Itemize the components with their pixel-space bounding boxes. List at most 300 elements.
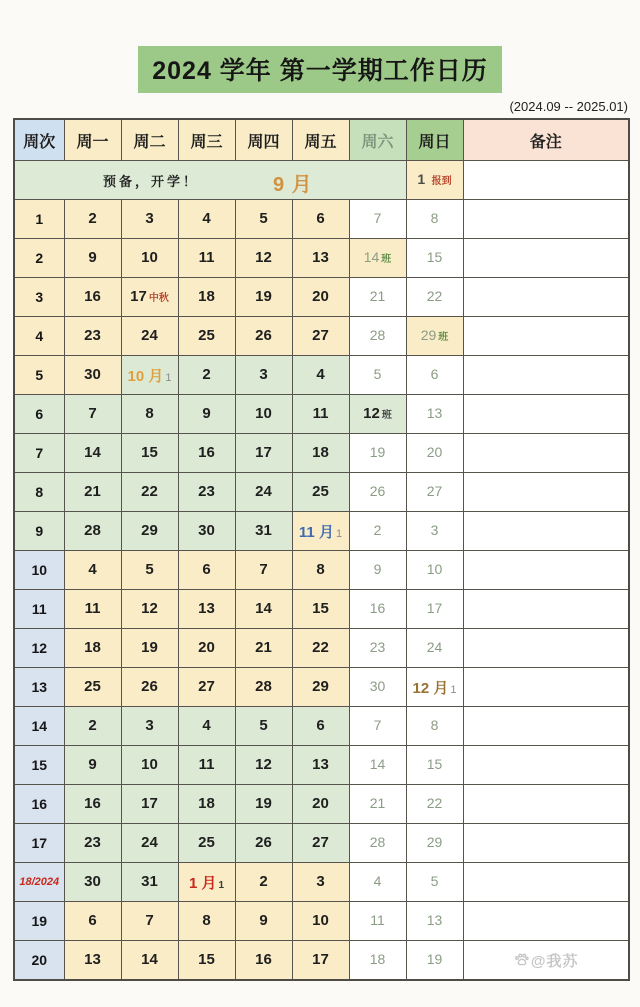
day-number: 7 (259, 561, 268, 578)
day-cell (406, 512, 463, 551)
header-sunday: 周日 (406, 119, 463, 161)
day-number: 5 (430, 873, 439, 889)
day-cell (64, 278, 121, 317)
week-row (14, 512, 629, 551)
day-cell (64, 551, 121, 590)
day-cell (178, 941, 235, 981)
day-cell (121, 551, 178, 590)
day-cell (235, 863, 292, 902)
day-note: 班 (381, 254, 392, 265)
page-title: 2024 学年 第一学期工作日历 (138, 46, 502, 93)
day-cell (349, 707, 406, 746)
week-number-cell: 7 (14, 434, 64, 473)
day-number: 6 (88, 912, 97, 929)
day-number: 21 (84, 483, 101, 500)
day-cell (121, 473, 178, 512)
day-number: 2 (259, 873, 268, 890)
day-cell (64, 629, 121, 668)
day-number: 4 (373, 873, 382, 889)
day-note: 1 (335, 527, 343, 540)
day-cell (292, 434, 349, 473)
day-cell (235, 278, 292, 317)
day-cell (406, 824, 463, 863)
day-number: 17 (312, 951, 329, 968)
week-number-cell: 19 (14, 902, 64, 941)
header-monday: 周一 (64, 119, 121, 161)
day-number: 24 (426, 639, 443, 655)
day-number: 8 (430, 210, 439, 226)
day-number: 22 (426, 795, 443, 811)
day-cell (292, 863, 349, 902)
day-number: 16 (255, 951, 272, 968)
day-number: 6 (430, 366, 439, 382)
day-cell (121, 512, 178, 551)
day-cell (406, 278, 463, 317)
day-number: 12 (363, 405, 380, 422)
day-cell (121, 356, 178, 395)
day-cell (121, 629, 178, 668)
day-cell (349, 668, 406, 707)
day-number: 14 (369, 756, 386, 772)
day-number: 3 (145, 717, 154, 734)
week-row (14, 356, 629, 395)
day-number: 27 (312, 834, 329, 851)
day-cell (406, 356, 463, 395)
day-cell (64, 785, 121, 824)
remark-cell (463, 746, 629, 785)
day-number: 6 (202, 561, 211, 578)
day-cell (121, 785, 178, 824)
remark-cell (463, 941, 629, 981)
day-cell (349, 785, 406, 824)
day-number: 24 (255, 483, 272, 500)
week-number-cell: 11 (14, 590, 64, 629)
day-number: 8 (145, 405, 154, 422)
day-cell (349, 590, 406, 629)
watermark-text: @我苏 (530, 952, 579, 970)
day-number: 2 (88, 717, 97, 734)
day-number: 20 (426, 444, 443, 460)
day-cell (292, 551, 349, 590)
day-number: 29 (420, 327, 437, 343)
remark-cell (463, 824, 629, 863)
day-number: 25 (84, 678, 101, 695)
day-number: 4 (316, 366, 325, 383)
day-number: 15 (198, 951, 215, 968)
day-number: 30 (84, 873, 101, 890)
day-cell (178, 707, 235, 746)
day-cell (178, 473, 235, 512)
day-number: 5 (145, 561, 154, 578)
day-number: 4 (202, 210, 211, 227)
day-number: 27 (198, 678, 215, 695)
week-number-cell: 1 (14, 200, 64, 239)
day-cell (406, 200, 463, 239)
day-cell (121, 707, 178, 746)
remark-cell (463, 200, 629, 239)
day-cell (349, 473, 406, 512)
remark-cell (463, 239, 629, 278)
day-number: 3 (316, 873, 325, 890)
day-cell (178, 239, 235, 278)
remark-cell (463, 590, 629, 629)
day-cell (235, 551, 292, 590)
day-number: 7 (88, 405, 97, 422)
day-cell (292, 317, 349, 356)
day-cell (292, 668, 349, 707)
day-cell (349, 629, 406, 668)
calendar-body (14, 119, 629, 980)
day-cell (292, 629, 349, 668)
day-number: 16 (84, 288, 101, 305)
day-number: 26 (369, 483, 386, 499)
day-cell (178, 434, 235, 473)
day-cell (121, 395, 178, 434)
day-number: 17 (141, 795, 158, 812)
day-note: 1 (450, 683, 457, 696)
day-number: 12 (255, 756, 272, 773)
day-number: 10 月 (127, 367, 164, 385)
day-number: 10 (312, 912, 329, 929)
day-number: 9 (88, 756, 97, 773)
week-number-cell: 4 (14, 317, 64, 356)
day-cell (406, 941, 463, 981)
day-number: 11 月 (298, 523, 334, 541)
day-cell (178, 746, 235, 785)
day-cell (178, 824, 235, 863)
day-number: 28 (255, 678, 272, 695)
day-number: 28 (84, 522, 101, 539)
week-number-cell: 9 (14, 512, 64, 551)
week-row (14, 473, 629, 512)
day-number: 11 (198, 249, 215, 266)
remark-cell (463, 434, 629, 473)
day-number: 27 (426, 483, 443, 499)
day-cell (292, 590, 349, 629)
day-cell (235, 317, 292, 356)
day-cell (406, 785, 463, 824)
day-number: 18 (198, 288, 215, 305)
day-number: 15 (312, 600, 329, 617)
day-number: 25 (198, 834, 215, 851)
remark-cell (463, 278, 629, 317)
day-cell (235, 746, 292, 785)
day-cell (121, 317, 178, 356)
day-cell (64, 200, 121, 239)
day-number: 7 (373, 210, 382, 226)
day-note: 班 (381, 410, 392, 421)
remark-cell (463, 668, 629, 707)
semester-slogan: 预备，开学！ (103, 174, 200, 189)
day-cell (292, 473, 349, 512)
day-cell (406, 395, 463, 434)
day-cell (121, 590, 178, 629)
day-number: 6 (316, 210, 325, 227)
day-number: 11 (312, 405, 329, 422)
day-cell (235, 590, 292, 629)
week-row (14, 434, 629, 473)
day-cell (349, 551, 406, 590)
day-number: 11 (198, 756, 215, 773)
week-row (14, 551, 629, 590)
day-number: 28 (369, 834, 386, 850)
day-number: 2 (373, 522, 382, 538)
day-number: 10 (141, 249, 158, 266)
day-cell (235, 902, 292, 941)
day-number: 26 (141, 678, 158, 695)
day-cell (178, 629, 235, 668)
day-number: 24 (141, 327, 158, 344)
day-number: 13 (426, 405, 443, 421)
day-number: 12 (141, 600, 158, 617)
remark-cell (463, 902, 629, 941)
week-row (14, 746, 629, 785)
day-cell (64, 668, 121, 707)
day-cell (406, 551, 463, 590)
day-number: 18 (369, 951, 386, 967)
day-number: 8 (430, 717, 439, 733)
day-number: 7 (145, 912, 154, 929)
week-row (14, 395, 629, 434)
day-number: 13 (198, 600, 215, 617)
week-row (14, 200, 629, 239)
day-number: 17 (426, 600, 443, 616)
day-note: 班 (438, 332, 449, 343)
week-row (14, 629, 629, 668)
day-cell (178, 668, 235, 707)
day-number: 18 (312, 444, 329, 461)
week-row (14, 863, 629, 902)
day-cell (64, 824, 121, 863)
report-day-number: 1 (417, 171, 426, 187)
day-cell (64, 707, 121, 746)
day-number: 3 (145, 210, 154, 227)
day-cell (406, 668, 463, 707)
remark-cell (463, 707, 629, 746)
day-number: 10 (141, 756, 158, 773)
day-cell (235, 239, 292, 278)
header-week-number: 周次 (14, 119, 64, 161)
day-cell (235, 356, 292, 395)
day-number: 5 (259, 210, 268, 227)
day-number: 19 (369, 444, 386, 460)
day-cell (64, 863, 121, 902)
day-cell (121, 902, 178, 941)
remark-cell (463, 512, 629, 551)
week-number-cell: 15 (14, 746, 64, 785)
day-number: 9 (88, 249, 97, 266)
day-cell (349, 239, 406, 278)
day-cell (349, 863, 406, 902)
day-cell (121, 941, 178, 981)
day-note: 1 (165, 371, 172, 384)
day-number: 7 (373, 717, 382, 733)
remark-cell (463, 551, 629, 590)
day-number: 10 (255, 405, 272, 422)
day-number: 31 (255, 522, 272, 539)
date-range: (2024.09 -- 2025.01) (509, 99, 628, 114)
remark-cell (463, 785, 629, 824)
day-cell (349, 902, 406, 941)
day-number: 19 (426, 951, 443, 967)
day-number: 11 (370, 912, 385, 928)
day-cell (406, 902, 463, 941)
day-number: 25 (312, 483, 329, 500)
week-row (14, 239, 629, 278)
report-day-cell (406, 161, 463, 200)
day-number: 10 (426, 561, 443, 577)
header-remarks: 备注 (463, 119, 629, 161)
day-cell (235, 395, 292, 434)
week-row (14, 824, 629, 863)
day-number: 17 (130, 288, 147, 305)
day-number: 12 月 (412, 679, 449, 697)
day-number: 20 (198, 639, 215, 656)
day-number: 8 (202, 912, 211, 929)
week-row (14, 941, 629, 981)
day-cell (178, 356, 235, 395)
week-number-cell: 12 (14, 629, 64, 668)
day-number: 26 (255, 327, 272, 344)
day-cell (64, 746, 121, 785)
day-cell (64, 902, 121, 941)
day-cell (349, 317, 406, 356)
day-cell (235, 824, 292, 863)
day-cell (178, 200, 235, 239)
day-cell (235, 512, 292, 551)
day-number: 14 (141, 951, 158, 968)
day-cell (121, 863, 178, 902)
day-cell (121, 746, 178, 785)
day-number: 5 (259, 717, 268, 734)
day-number: 30 (369, 678, 386, 694)
day-number: 16 (198, 444, 215, 461)
day-number: 9 (373, 561, 382, 577)
header-friday: 周五 (292, 119, 349, 161)
day-number: 21 (255, 639, 272, 656)
week-number-cell: 13 (14, 668, 64, 707)
day-number: 25 (198, 327, 215, 344)
day-cell (178, 785, 235, 824)
day-number: 1 月 (188, 874, 217, 892)
week-row (14, 278, 629, 317)
september-band (14, 161, 406, 200)
day-cell (349, 512, 406, 551)
day-cell (349, 356, 406, 395)
day-number: 27 (312, 327, 329, 344)
day-number: 30 (198, 522, 215, 539)
remark-cell (463, 395, 629, 434)
day-number: 31 (141, 873, 158, 890)
day-cell (406, 863, 463, 902)
day-cell (292, 785, 349, 824)
day-cell (64, 395, 121, 434)
day-number: 9 (202, 405, 211, 422)
day-number: 14 (84, 444, 101, 461)
day-cell (292, 512, 349, 551)
day-cell (121, 668, 178, 707)
report-day-note: 报到 (431, 176, 452, 187)
day-cell (235, 668, 292, 707)
day-cell (178, 512, 235, 551)
day-number: 14 (363, 249, 380, 265)
day-cell (406, 317, 463, 356)
header-wednesday: 周三 (178, 119, 235, 161)
week-row (14, 668, 629, 707)
day-cell (235, 785, 292, 824)
header-tuesday: 周二 (121, 119, 178, 161)
week-number-cell: 6 (14, 395, 64, 434)
week-number-cell: 3 (14, 278, 64, 317)
remark-cell (463, 317, 629, 356)
day-number: 13 (312, 249, 329, 266)
day-number: 13 (84, 951, 101, 968)
day-cell (121, 239, 178, 278)
day-cell (178, 902, 235, 941)
day-number: 12 (255, 249, 272, 266)
day-number: 18 (84, 639, 101, 656)
day-number: 22 (426, 288, 443, 304)
week-number-cell: 5 (14, 356, 64, 395)
day-cell (64, 434, 121, 473)
paw-icon (513, 952, 529, 968)
day-cell (64, 941, 121, 981)
september-label: 9 月 (273, 174, 313, 196)
day-cell (178, 317, 235, 356)
day-cell (64, 512, 121, 551)
day-note: 1 (218, 879, 225, 891)
day-cell (292, 200, 349, 239)
day-cell (178, 863, 235, 902)
day-number: 29 (141, 522, 158, 539)
day-cell (292, 356, 349, 395)
week-number-cell: 2 (14, 239, 64, 278)
day-number: 24 (141, 834, 158, 851)
day-number: 11 (84, 600, 101, 617)
day-number: 20 (312, 288, 329, 305)
day-cell (292, 239, 349, 278)
day-number: 15 (426, 756, 443, 772)
day-number: 19 (255, 288, 272, 305)
day-number: 2 (202, 366, 211, 383)
day-cell (406, 473, 463, 512)
header-thursday: 周四 (235, 119, 292, 161)
day-cell (121, 434, 178, 473)
day-cell (178, 551, 235, 590)
week-row (14, 590, 629, 629)
day-cell (292, 902, 349, 941)
day-cell (292, 824, 349, 863)
day-number: 23 (84, 327, 101, 344)
day-number: 8 (316, 561, 325, 578)
header-saturday: 周六 (349, 119, 406, 161)
day-cell (406, 629, 463, 668)
day-number: 3 (430, 522, 439, 538)
day-cell (64, 590, 121, 629)
day-number: 15 (141, 444, 158, 461)
day-cell (292, 278, 349, 317)
day-number: 23 (84, 834, 101, 851)
day-cell (121, 824, 178, 863)
day-cell (349, 395, 406, 434)
day-number: 4 (202, 717, 211, 734)
day-cell (406, 590, 463, 629)
day-cell (121, 278, 178, 317)
week-row (14, 317, 629, 356)
remark-cell (463, 863, 629, 902)
day-cell (292, 746, 349, 785)
day-number: 29 (426, 834, 443, 850)
